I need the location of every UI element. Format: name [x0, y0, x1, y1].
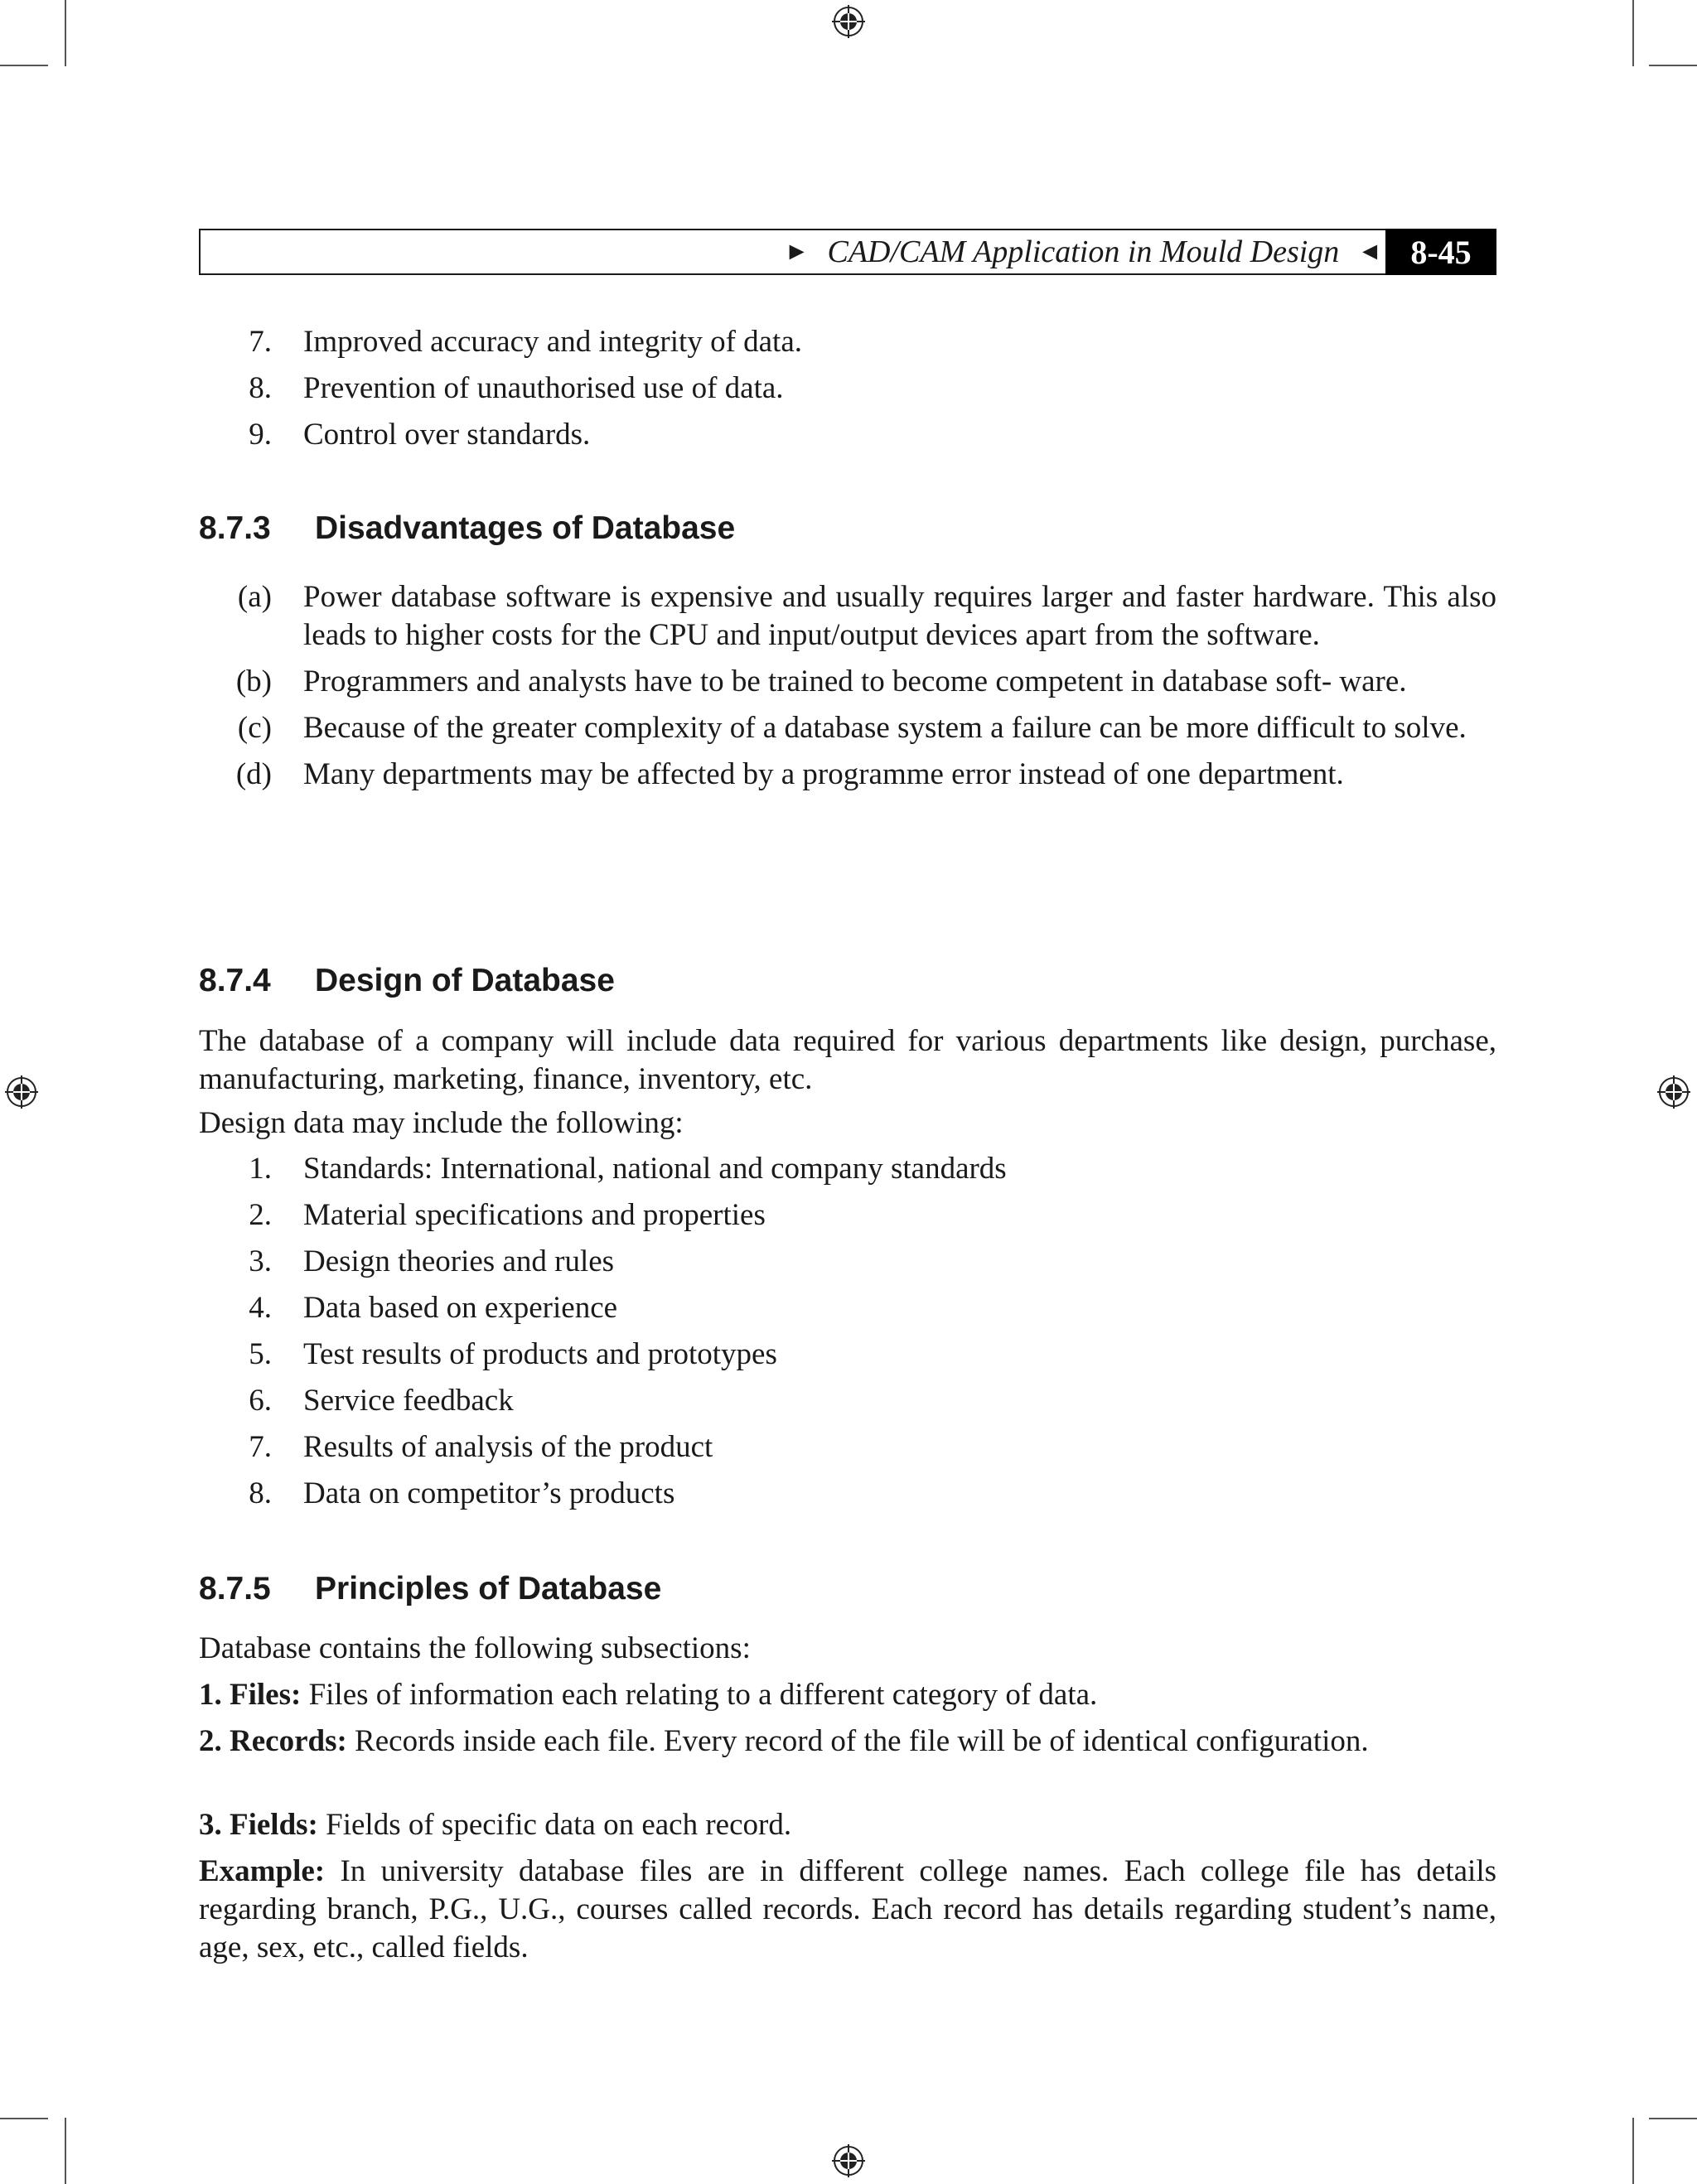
section-number: 8.7.3: [199, 510, 271, 546]
example-text: In university database files are in different college names. Each college file has details regarding branch, P.G., U.G., courses called records. Each record has details regarding student’s name, age, sex, etc., called fields.: [199, 1854, 1496, 1964]
list-item: [199, 756, 1496, 794]
term-text: Records inside each file. Every record of the file will be of identical configuration.: [355, 1724, 1369, 1758]
list-text: Test results of products and prototypes: [303, 1337, 777, 1371]
list-item: [199, 1196, 1496, 1243]
list-text: Power database software is expensive and usually requires larger and faster hardware. This also leads to higher costs for the CPU and input/output devices apart from the software.: [303, 580, 1496, 652]
crop-mark: [1632, 0, 1634, 66]
records-definition: [199, 1723, 1496, 1761]
list-number: 4.: [249, 1291, 272, 1325]
list-number: 2.: [249, 1198, 272, 1232]
list-text: Because of the greater complexity of a database system a failure can be more difficult to solve.: [303, 711, 1467, 745]
list-number: 3.: [249, 1244, 272, 1278]
design-data-list: [199, 1150, 1496, 1521]
list-item: [199, 1428, 1496, 1475]
list-number: 7.: [249, 1430, 272, 1464]
list-number: 5.: [249, 1337, 272, 1371]
section-title: Disadvantages of Database: [315, 510, 736, 546]
list-item: [199, 416, 1496, 462]
crop-mark: [65, 2118, 66, 2184]
list-text: Design theories and rules: [303, 1244, 615, 1278]
list-item: [199, 663, 1496, 701]
crop-mark: [0, 65, 48, 66]
crop-mark: [1649, 2118, 1697, 2119]
list-number: 8.: [249, 371, 272, 405]
list-item: [199, 1336, 1496, 1382]
section-title: Principles of Database: [315, 1571, 662, 1607]
example-paragraph: [199, 1853, 1496, 1967]
list-text: Many departments may be affected by a programme error instead of one department.: [303, 757, 1344, 791]
crop-mark: [65, 0, 66, 66]
header-title: CAD/CAM Application in Mould Design: [827, 234, 1340, 269]
list-item: [199, 1243, 1496, 1289]
triangle-right-icon: ►: [784, 238, 810, 265]
paragraph: Design data may include the following:: [199, 1106, 684, 1140]
fields-definition: [199, 1806, 1496, 1844]
term-label: 2. Records:: [199, 1724, 347, 1758]
crop-mark: [1632, 2118, 1634, 2184]
registration-mark-icon: [1657, 1075, 1690, 1109]
list-letter: (c): [237, 711, 272, 745]
term-text: Files of information each relating to a different category of data.: [308, 1678, 1098, 1712]
header-title-group: [785, 230, 1382, 273]
list-text: Standards: International, national and company standards: [303, 1152, 1007, 1186]
list-text: Improved accuracy and integrity of data.: [303, 325, 803, 359]
crop-mark: [0, 2118, 48, 2119]
section-heading: [199, 963, 615, 999]
disadvantages-list: [199, 578, 1496, 802]
list-text: Data on competitor’s products: [303, 1476, 675, 1510]
list-number: 1.: [249, 1152, 272, 1186]
list-text: Material specifications and properties: [303, 1198, 766, 1232]
list-letter: (a): [237, 580, 272, 614]
list-item: [199, 1382, 1496, 1428]
list-text: Control over standards.: [303, 418, 591, 452]
list-text: Results of analysis of the product: [303, 1430, 713, 1464]
registration-mark-icon: [832, 5, 865, 38]
section-heading: [199, 1571, 661, 1607]
list-item: [199, 578, 1496, 655]
running-header: [199, 229, 1496, 275]
term-label: 1. Files:: [199, 1678, 302, 1712]
list-item: [199, 1289, 1496, 1336]
page-number: 8-45: [1385, 229, 1496, 275]
list-text: Programmers and analysts have to be trained to become competent in database soft- ware.: [303, 664, 1407, 698]
files-definition: [199, 1676, 1496, 1714]
list-text: Data based on experience: [303, 1291, 618, 1325]
paragraph: The database of a company will include data required for various departments like design, purchase, manufacturing, marketing, finance, inventory, etc.: [199, 1024, 1496, 1096]
crop-mark: [1649, 65, 1697, 66]
section-number: 8.7.4: [199, 963, 271, 998]
section-heading: [199, 510, 735, 547]
term-text: Fields of specific data on each record.: [326, 1808, 792, 1842]
list-item: [199, 709, 1496, 747]
list-item: [199, 370, 1496, 416]
list-number: 9.: [249, 418, 272, 452]
example-label: Example:: [199, 1854, 326, 1888]
list-item: [199, 323, 1496, 370]
list-item: [199, 1150, 1496, 1196]
list-letter: (d): [235, 757, 272, 791]
list-number: 7.: [249, 325, 272, 359]
section-number: 8.7.5: [199, 1571, 271, 1607]
term-label: 3. Fields:: [199, 1808, 318, 1842]
section-title: Design of Database: [315, 963, 615, 998]
paragraph: Database contains the following subsections:: [199, 1631, 751, 1665]
triangle-left-icon: ◄: [1357, 238, 1382, 265]
list-item: [199, 1475, 1496, 1521]
list-text: Prevention of unauthorised use of data.: [303, 371, 784, 405]
list-text: Service feedback: [303, 1384, 514, 1418]
advantages-list: [199, 323, 1496, 462]
list-number: 6.: [249, 1384, 272, 1418]
list-letter: (b): [235, 664, 272, 698]
list-number: 8.: [249, 1476, 272, 1510]
registration-mark-icon: [832, 2144, 865, 2177]
registration-mark-icon: [5, 1075, 38, 1109]
